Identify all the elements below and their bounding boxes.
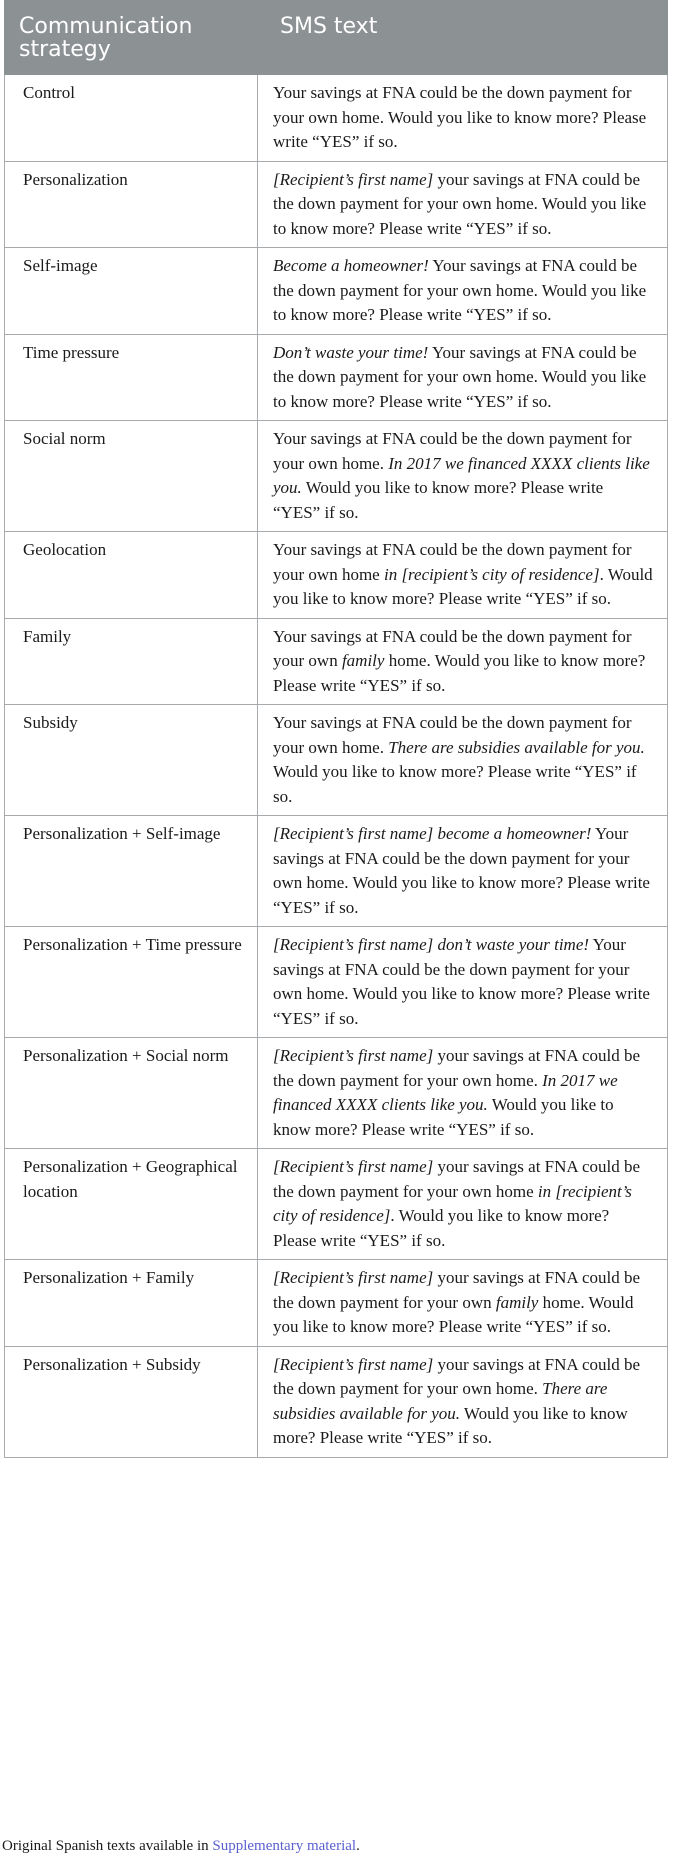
- sms-text-segment: Would you like to know more? Please write “YES” if so.: [273, 1403, 628, 1447]
- sms-text-cell: [258, 421, 668, 532]
- sms-emphasis-segment: in [recipient’s city of residence]: [383, 564, 600, 584]
- supplementary-material-link[interactable]: Supplementary material: [212, 1838, 357, 1854]
- sms-text-segment: Your savings at FNA could be the down payment for your own home. Would you like to know more? Please write “YES” if so.: [273, 342, 647, 411]
- sms-text-segment: your savings at FNA could be the down payment for your own home.: [273, 1046, 641, 1090]
- sms-text-cell: [258, 927, 668, 1038]
- sms-emphasis-segment: Become a homeowner!: [273, 256, 429, 275]
- sms-text-segment: Would you like to know more? Please write “YES” if so.: [273, 762, 637, 806]
- sms-text-segment: Your savings at FNA could be the down payment for your own home. Would you like to know more? Please write “YES” if so.: [273, 824, 650, 917]
- table-row: [5, 532, 668, 619]
- strategy-cell: Personalization + Geographical location: [5, 1149, 258, 1260]
- sms-text-cell: [258, 334, 668, 421]
- sms-emphasis-segment: Don’t waste your time!: [273, 342, 429, 362]
- sms-text-segment: Your savings at FNA could be the down payment for your own home. Would you like to know more? Please write “YES” if so.: [273, 256, 647, 324]
- strategy-cell: Time pressure: [5, 334, 258, 421]
- sms-emphasis-segment: [Recipient’s first name] don’t waste your time!: [273, 935, 590, 954]
- footnote-end: .: [356, 1838, 360, 1854]
- strategy-cell: Personalization + Time pressure: [5, 927, 258, 1038]
- sms-emphasis-segment: family: [341, 651, 385, 670]
- sms-text-segment: Your savings at FNA could be the down payment for your own home.: [273, 713, 632, 757]
- sms-text-cell: [258, 248, 668, 335]
- header-communication-strategy: Communication strategy: [5, 1, 258, 75]
- sms-emphasis-segment: In 2017 we financed XXXX clients like you.: [273, 1070, 618, 1114]
- strategy-cell: Self-image: [5, 248, 258, 335]
- sms-text-segment: Your savings at FNA could be the down payment for your own home: [273, 540, 632, 584]
- table-row: [5, 618, 668, 705]
- table-header-row: [5, 1, 668, 75]
- sms-text-cell: [258, 161, 668, 248]
- sms-text-cell: [258, 1260, 668, 1347]
- sms-text-cell: [258, 705, 668, 816]
- sms-emphasis-segment: [Recipient’s first name]: [273, 1046, 434, 1065]
- sms-emphasis-segment: [Recipient’s first name]: [273, 1157, 434, 1176]
- footnote-text: Original Spanish texts available in: [2, 1838, 213, 1854]
- sms-text-segment: Would you like to know more? Please write “YES” if so.: [273, 1095, 614, 1139]
- sms-text-cell: [258, 532, 668, 619]
- sms-emphasis-segment: There are subsidies available for you.: [273, 1379, 608, 1423]
- sms-emphasis-segment: [Recipient’s first name]: [273, 169, 434, 189]
- sms-text-segment: Your savings at FNA could be the down payment for your own home. Would you like to know more? Please write “YES” if so.: [273, 935, 650, 1028]
- table-row: [5, 816, 668, 927]
- strategy-cell: Geolocation: [5, 532, 258, 619]
- sms-text-segment: . Would you like to know more? Please write “YES” if so.: [273, 564, 653, 608]
- table-row: [5, 421, 668, 532]
- strategy-cell: Personalization + Social norm: [5, 1038, 258, 1149]
- table-row: [5, 1260, 668, 1347]
- table-row: [5, 1149, 668, 1260]
- table-row: [5, 75, 668, 162]
- table-row: [5, 927, 668, 1038]
- table-row: [5, 334, 668, 421]
- strategy-cell: Family: [5, 618, 258, 705]
- sms-text-segment: Your savings at FNA could be the down payment for your own home. Would you like to know more? Please write “YES” if so.: [273, 83, 647, 151]
- sms-emphasis-segment: in [recipient’s city of residence]: [273, 1181, 632, 1225]
- sms-emphasis-segment: family: [495, 1292, 539, 1312]
- sms-emphasis-segment: [Recipient’s first name] become a homeowner!: [273, 824, 592, 843]
- sms-text-segment: Your savings at FNA could be the down payment for your own home.: [273, 429, 632, 473]
- sms-emphasis-segment: There are subsidies available for you.: [388, 737, 645, 757]
- strategy-cell: Subsidy: [5, 705, 258, 816]
- sms-text-cell: [258, 618, 668, 705]
- strategy-table: [4, 0, 668, 1458]
- sms-text-segment: Your savings at FNA could be the down payment for your own: [273, 626, 632, 670]
- strategy-cell: Personalization: [5, 161, 258, 248]
- sms-text-segment: your savings at FNA could be the down payment for your own home. Would you like to know more? Please write “YES” if so.: [273, 169, 647, 238]
- sms-text-segment: home. Would you like to know more? Please write “YES” if so.: [273, 1292, 634, 1336]
- sms-emphasis-segment: [Recipient’s first name]: [273, 1268, 434, 1287]
- sms-text-segment: your savings at FNA could be the down payment for your own home.: [273, 1354, 641, 1398]
- sms-text-cell: [258, 1149, 668, 1260]
- strategy-cell: Social norm: [5, 421, 258, 532]
- table-row: [5, 1038, 668, 1149]
- table-body: [5, 75, 668, 1458]
- strategy-cell: Personalization + Subsidy: [5, 1346, 258, 1457]
- table-row: [5, 1346, 668, 1457]
- sms-text-cell: [258, 1346, 668, 1457]
- table-row: [5, 161, 668, 248]
- sms-emphasis-segment: In 2017 we financed XXXX clients like you.: [273, 453, 650, 497]
- strategy-cell: Control: [5, 75, 258, 162]
- table-row: [5, 248, 668, 335]
- sms-emphasis-segment: [Recipient’s first name]: [273, 1354, 434, 1374]
- sms-text-segment: home. Would you like to know more? Please write “YES” if so.: [273, 651, 646, 695]
- table-footnote: [2, 1838, 360, 1855]
- sms-text-cell: [258, 816, 668, 927]
- sms-text-cell: [258, 75, 668, 162]
- sms-text-cell: [258, 1038, 668, 1149]
- sms-text-segment: your savings at FNA could be the down payment for your own: [273, 1268, 641, 1312]
- sms-text-segment: . Would you like to know more? Please write “YES” if so.: [273, 1206, 610, 1250]
- sms-text-segment: Would you like to know more? Please write “YES” if so.: [273, 478, 604, 522]
- header-sms-text: SMS text: [258, 1, 668, 75]
- strategy-cell: Personalization + Self-image: [5, 816, 258, 927]
- strategy-cell: Personalization + Family: [5, 1260, 258, 1347]
- table-row: [5, 705, 668, 816]
- sms-text-segment: your savings at FNA could be the down payment for your own home: [273, 1157, 641, 1201]
